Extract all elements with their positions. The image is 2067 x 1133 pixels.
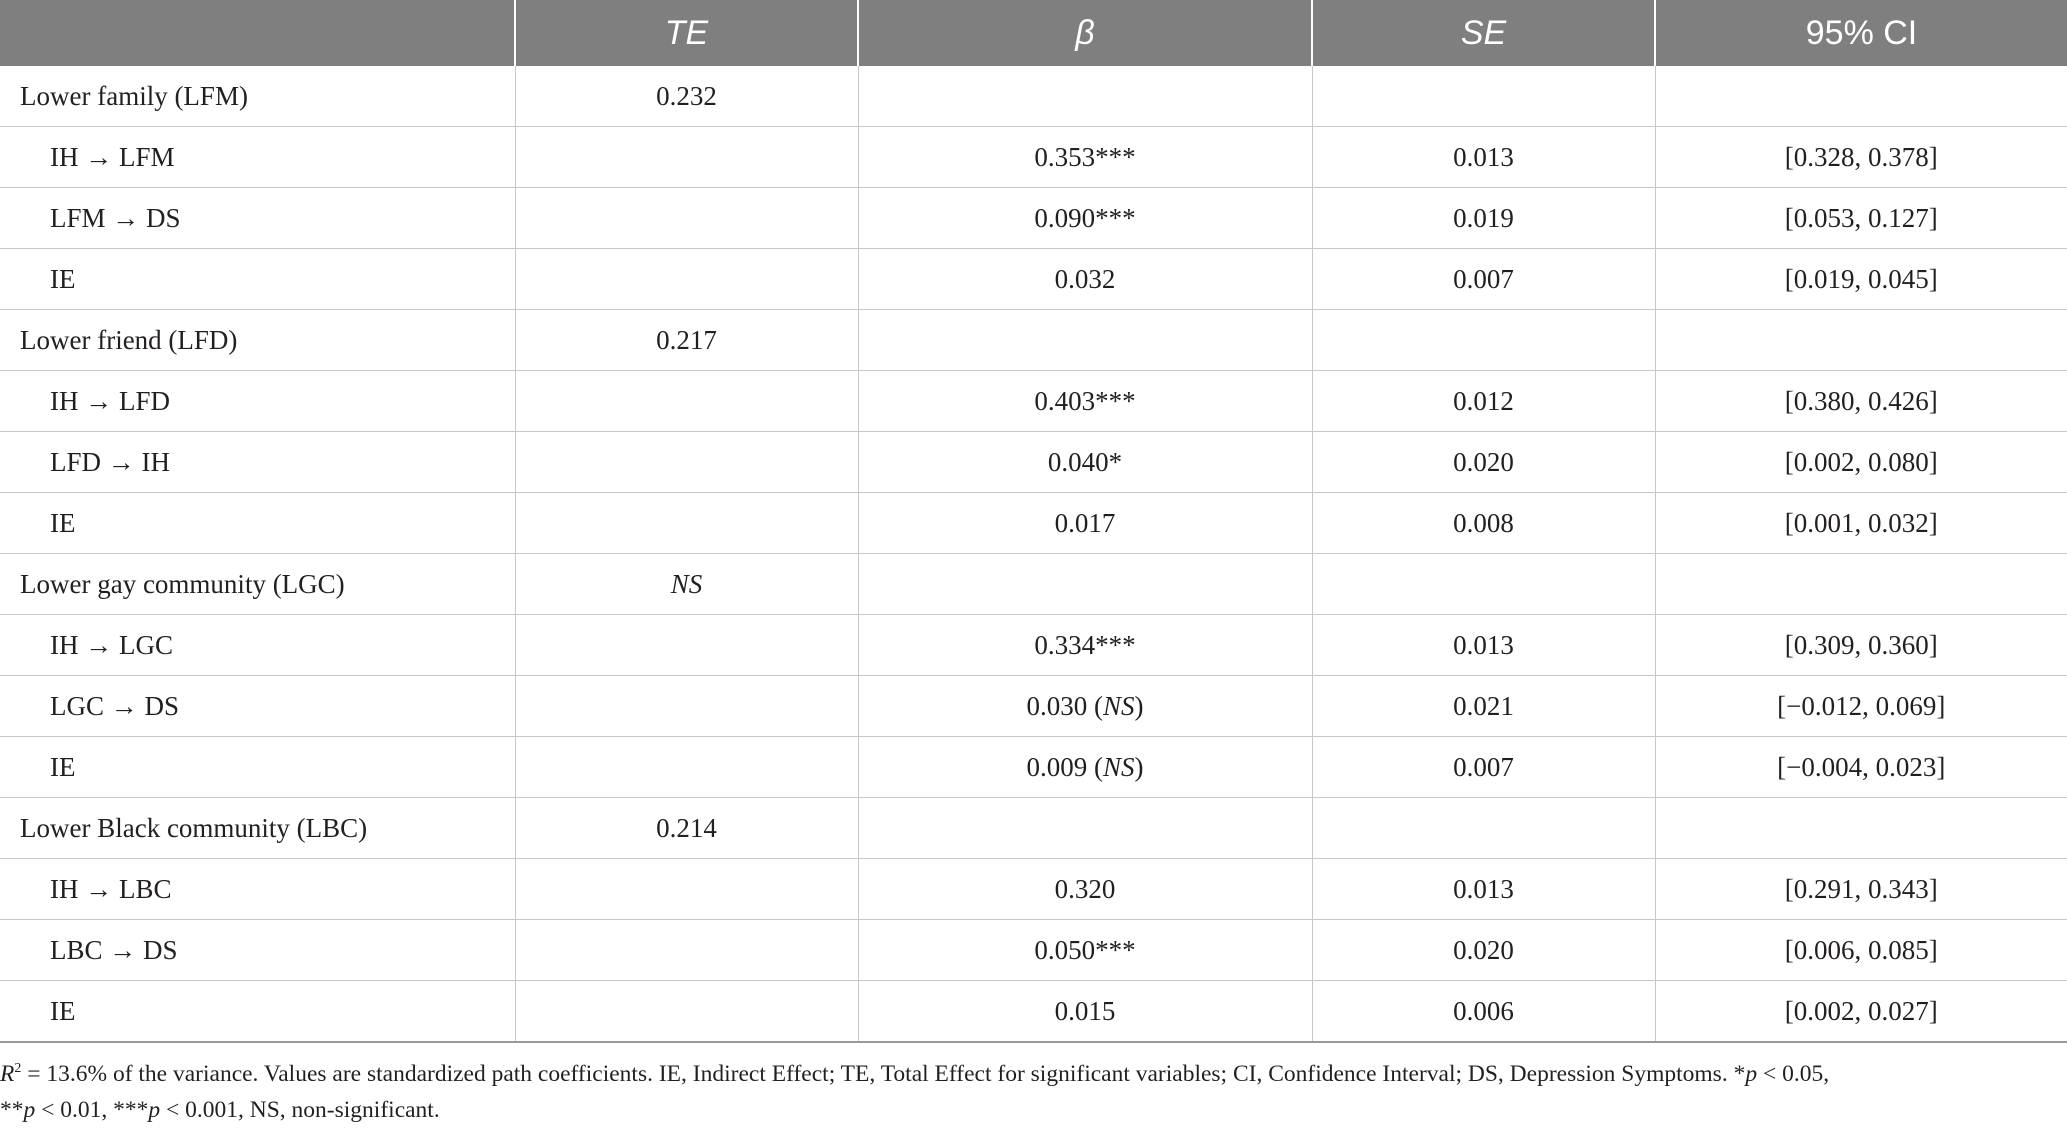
footnote-text-1: = 13.6% of the variance. Values are standardized path coefficients. IE, Indirect Effect; TE, Total Effect for significant variables; CI, Confidence Interval; DS, Depression Symptoms. * bbox=[21, 1060, 1746, 1087]
header-te: TE bbox=[515, 0, 858, 66]
path-label: IE bbox=[0, 493, 515, 554]
group-te: NS bbox=[515, 554, 858, 615]
ci-cell: [0.019, 0.045] bbox=[1655, 249, 2067, 310]
table-row bbox=[0, 493, 2067, 554]
footnote-r-exponent: 2 bbox=[14, 1061, 22, 1076]
path-label: IH → LFM bbox=[0, 127, 515, 188]
table-row bbox=[0, 432, 2067, 493]
table-row bbox=[0, 371, 2067, 432]
ci-cell: [0.053, 0.127] bbox=[1655, 188, 2067, 249]
footnote-r: R bbox=[0, 1060, 15, 1087]
se-cell: 0.013 bbox=[1312, 615, 1655, 676]
ci-cell: [0.002, 0.080] bbox=[1655, 432, 2067, 493]
footnote-text-3: ** bbox=[0, 1096, 24, 1123]
table-row bbox=[0, 249, 2067, 310]
group-row bbox=[0, 310, 2067, 371]
footnote-text-2: < 0.05, bbox=[1757, 1060, 1830, 1087]
ci-cell: [−0.004, 0.023] bbox=[1655, 737, 2067, 798]
table-row bbox=[0, 920, 2067, 981]
table-row bbox=[0, 188, 2067, 249]
path-label: LFM → DS bbox=[0, 188, 515, 249]
table-row bbox=[0, 615, 2067, 676]
se-cell: 0.019 bbox=[1312, 188, 1655, 249]
path-label: IE bbox=[0, 737, 515, 798]
footnote-p-2: p bbox=[23, 1096, 36, 1123]
ci-cell: [0.309, 0.360] bbox=[1655, 615, 2067, 676]
table-row bbox=[0, 859, 2067, 920]
path-label: IE bbox=[0, 981, 515, 1043]
group-row bbox=[0, 798, 2067, 859]
header-ci: 95% CI bbox=[1655, 0, 2067, 66]
beta-ns-note: NS bbox=[1102, 751, 1135, 782]
footnote-text-4: < 0.01, *** bbox=[35, 1096, 149, 1123]
beta-cell: 0.090*** bbox=[858, 188, 1312, 249]
path-label: IH → LFD bbox=[0, 371, 515, 432]
group-te: 0.232 bbox=[515, 66, 858, 127]
se-cell: 0.008 bbox=[1312, 493, 1655, 554]
se-cell: 0.006 bbox=[1312, 981, 1655, 1043]
path-label: IE bbox=[0, 249, 515, 310]
beta-cell: 0.040* bbox=[858, 432, 1312, 493]
path-label: LGC → DS bbox=[0, 676, 515, 737]
header-se: SE bbox=[1312, 0, 1655, 66]
path-label: IH → LBC bbox=[0, 859, 515, 920]
se-cell: 0.020 bbox=[1312, 432, 1655, 493]
beta-cell: 0.050*** bbox=[858, 920, 1312, 981]
se-cell: 0.020 bbox=[1312, 920, 1655, 981]
beta-cell: 0.353*** bbox=[858, 127, 1312, 188]
ci-cell: [0.001, 0.032] bbox=[1655, 493, 2067, 554]
footnote-p-3: p bbox=[148, 1096, 161, 1123]
group-te: 0.217 bbox=[515, 310, 858, 371]
path-label: IH → LGC bbox=[0, 615, 515, 676]
group-label: Lower family (LFM) bbox=[0, 66, 515, 127]
beta-value: 0.030 bbox=[1026, 690, 1088, 721]
se-cell: 0.007 bbox=[1312, 249, 1655, 310]
ci-cell: [0.291, 0.343] bbox=[1655, 859, 2067, 920]
footnote-p-1: p bbox=[1745, 1060, 1758, 1087]
beta-cell: 0.015 bbox=[858, 981, 1312, 1043]
ci-cell: [0.002, 0.027] bbox=[1655, 981, 2067, 1043]
table-row bbox=[0, 737, 2067, 798]
table-row bbox=[0, 127, 2067, 188]
group-label: Lower gay community (LGC) bbox=[0, 554, 515, 615]
beta-ns-note: NS bbox=[1102, 690, 1135, 721]
footnote-text-5: < 0.001, NS, non-significant. bbox=[160, 1096, 440, 1123]
ci-cell: [0.380, 0.426] bbox=[1655, 371, 2067, 432]
se-cell: 0.012 bbox=[1312, 371, 1655, 432]
path-label: LBC → DS bbox=[0, 920, 515, 981]
group-row bbox=[0, 554, 2067, 615]
table-row bbox=[0, 676, 2067, 737]
header-beta: β bbox=[858, 0, 1312, 66]
ci-cell: [0.006, 0.085] bbox=[1655, 920, 2067, 981]
path-label: LFD → IH bbox=[0, 432, 515, 493]
table-footnote bbox=[0, 1043, 2067, 1128]
header-row bbox=[0, 0, 2067, 66]
group-te: 0.214 bbox=[515, 798, 858, 859]
beta-cell: 0.334*** bbox=[858, 615, 1312, 676]
beta-value: 0.009 bbox=[1026, 751, 1088, 782]
table-row bbox=[0, 981, 2067, 1043]
beta-cell: 0.030 (NS) bbox=[858, 676, 1312, 737]
beta-cell: 0.403*** bbox=[858, 371, 1312, 432]
beta-cell: 0.017 bbox=[858, 493, 1312, 554]
se-cell: 0.021 bbox=[1312, 676, 1655, 737]
ci-cell: [−0.012, 0.069] bbox=[1655, 676, 2067, 737]
group-row bbox=[0, 66, 2067, 127]
se-cell: 0.013 bbox=[1312, 859, 1655, 920]
beta-cell: 0.032 bbox=[858, 249, 1312, 310]
beta-cell: 0.009 (NS) bbox=[858, 737, 1312, 798]
beta-cell: 0.320 bbox=[858, 859, 1312, 920]
ci-cell: [0.328, 0.378] bbox=[1655, 127, 2067, 188]
group-label: Lower Black community (LBC) bbox=[0, 798, 515, 859]
group-label: Lower friend (LFD) bbox=[0, 310, 515, 371]
se-cell: 0.007 bbox=[1312, 737, 1655, 798]
header-blank bbox=[0, 0, 515, 66]
se-cell: 0.013 bbox=[1312, 127, 1655, 188]
